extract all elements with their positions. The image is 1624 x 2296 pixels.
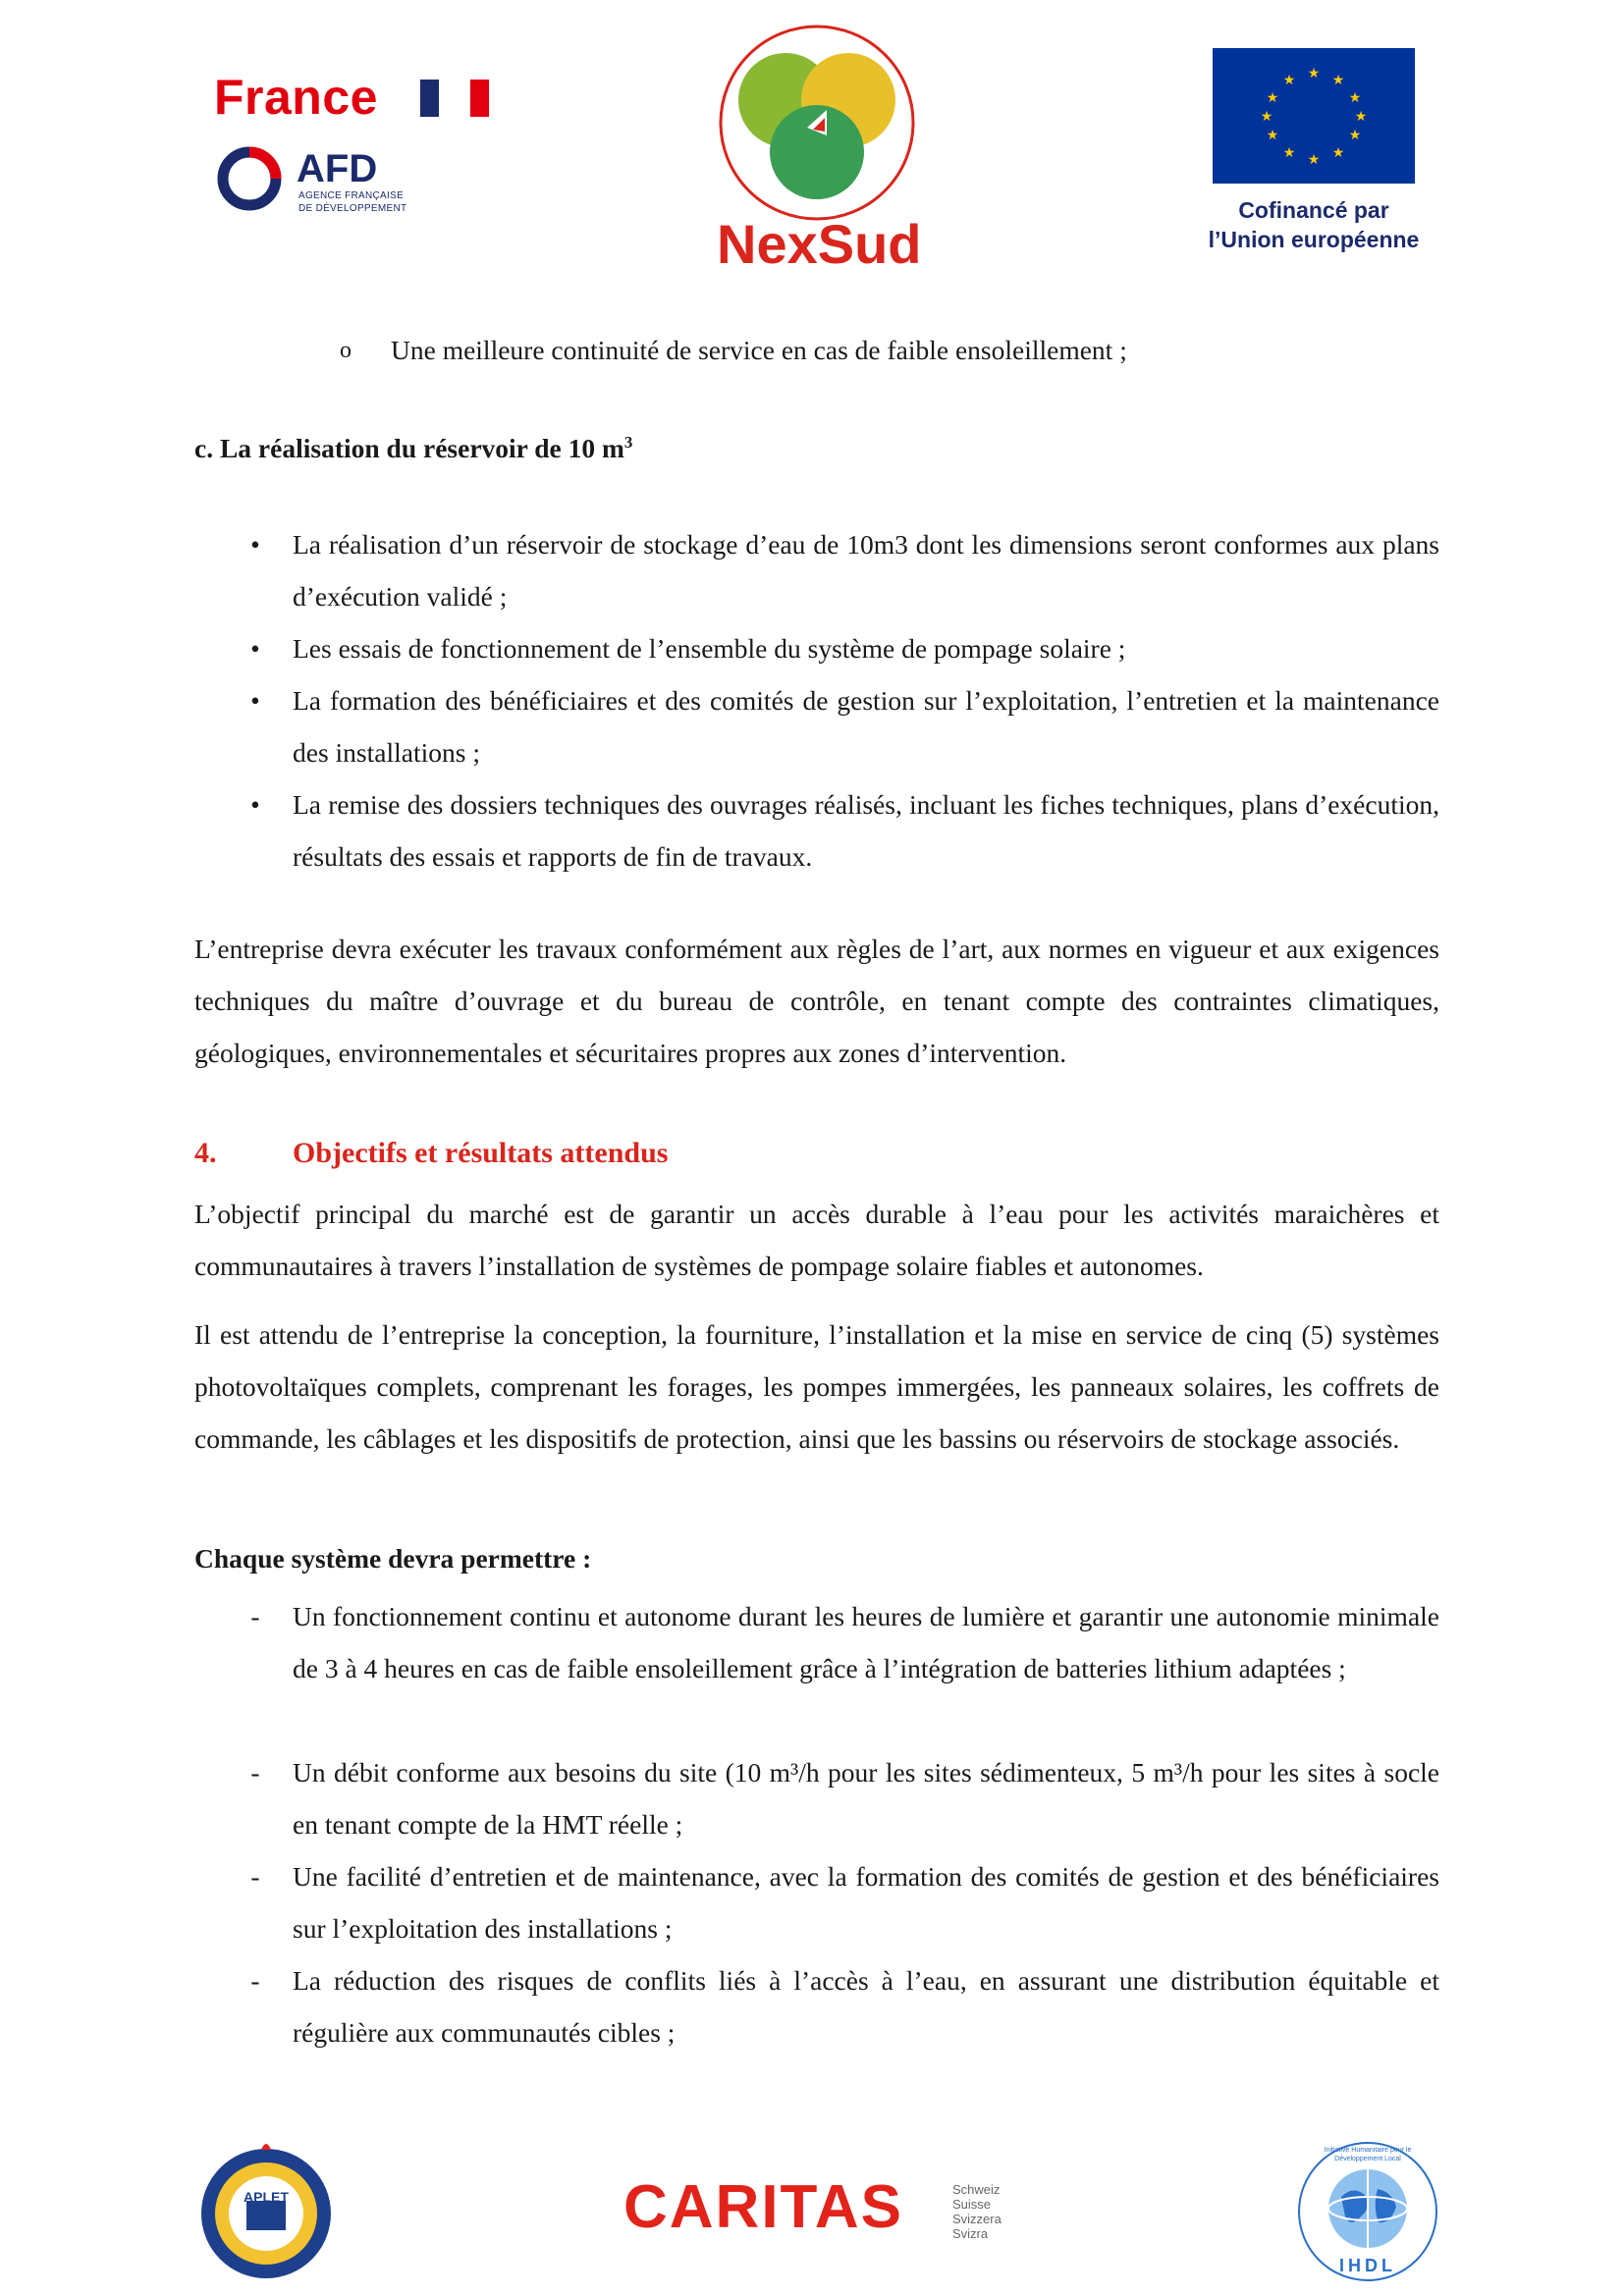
caritas-logo [623, 2172, 1016, 2261]
svg-text:★: ★ [1307, 66, 1321, 81]
ihdl-ring-text: Initiative Humanitaire pour le Développement Local [1324, 2147, 1412, 2163]
section-4-number: 4. [194, 1137, 217, 1169]
svg-text:★: ★ [1266, 128, 1279, 143]
paragraph-attendu: Il est attendu de l’entreprise la conception, la fourniture, l’installation et la mise en service de cinq (5) systèmes photovoltaïques complets, comprenant les forages, les pompes immergées, les panneaux solaires, les coffrets de commande, les câblages et les dispositifs de protection, ainsi que les bassins ou réservoirs de stockage associés. [194, 1319, 1439, 1454]
paragraph-objectif: L’objectif principal du marché est de garantir un accès durable à l’eau pour les activités maraichères et communautaires à travers l’installation de systèmes de pompage solaire fiables et autonomes. [194, 1199, 1439, 1281]
dash-marker: - [250, 1601, 260, 1631]
svg-text:★: ★ [1266, 90, 1279, 106]
paragraph-entreprise: L’entreprise devra exécuter les travaux conformément aux règles de l’art, aux normes en vigueur et aux exigences techniques du maître d’ouvrage et du bureau de contrôle, en tenant compte des contraintes climatiques, géologiques, environnementales et sécuritaires propres aux zones d’intervention. [194, 934, 1439, 1068]
section-c-letter: c [194, 433, 207, 463]
afd-subtitle-1: AGENCE FRANÇAISE [298, 190, 405, 201]
svg-text:★: ★ [1282, 73, 1296, 88]
dash-text: La réduction des risques de conflits liés à l’accès à l’eau, en assurant une distribution équitable et régulière aux communautés cibles ; [293, 1965, 1439, 2048]
svg-text:★: ★ [1354, 109, 1368, 125]
document-body [194, 0, 1439, 2296]
afd-label: AFD [297, 147, 378, 190]
eu-cofinance-line1: Cofinancé par [1238, 197, 1389, 223]
caritas-lang-4: Svizra [952, 2226, 989, 2241]
svg-text:★: ★ [1348, 90, 1362, 106]
svg-text:★: ★ [1331, 73, 1345, 88]
dash-text: Une facilité d’entretien et de maintenance, avec la formation des comités de gestion et des bénéficiaires sur l’exploitation des installations ; [293, 1861, 1439, 1944]
bullet-marker: • [250, 529, 260, 560]
list-item [194, 622, 1439, 674]
afd-subtitle-2: DE DÉVELOPPEMENT [298, 203, 407, 214]
list-item [194, 518, 1439, 622]
dash-text: Un débit conforme aux besoins du site (10 m³/h pour les sites sédimenteux, 5 m³/h pour les sites à socle en tenant compte de la HMT réelle ; [293, 1757, 1439, 1840]
bullet-list-c [194, 518, 1439, 881]
svg-text:★: ★ [1348, 128, 1362, 143]
section-4-heading [194, 1127, 1439, 1179]
dash-text: Un fonctionnement continu et autonome durant les heures de lumière et garantir une autonomie minimale de 3 à 4 heures en cas de faible ensoleillement grâce à l’intégration de batteries lithium adaptées ; [293, 1601, 1439, 1683]
section-c-title: . La réalisation du réservoir de 10 m [206, 433, 624, 463]
sub-bullet-marker: o [340, 338, 352, 363]
france-label: France [214, 70, 378, 125]
caritas-lang-3: Svizzera [952, 2212, 1001, 2226]
caritas-lang-1: Schweiz [952, 2182, 1001, 2197]
caritas-label: CARITAS [623, 2173, 903, 2241]
list-item [194, 1590, 1439, 1746]
list-item [194, 778, 1439, 882]
svg-text:★: ★ [1260, 109, 1273, 125]
sub-bullet-text: Une meilleure continuité de service en cas de faible ensoleillement ; [391, 335, 1127, 365]
dash-list [194, 1590, 1439, 2061]
svg-text:★: ★ [1282, 145, 1296, 161]
aplet-logo [192, 2140, 340, 2282]
list-item [194, 1954, 1439, 2058]
aplet-label: APLET [244, 2189, 289, 2205]
svg-text:★: ★ [1307, 152, 1321, 168]
dash-marker: - [250, 1757, 260, 1788]
ihdl-label: IHDL [1339, 2256, 1396, 2275]
bullet-marker: • [250, 633, 260, 664]
list-item [194, 674, 1439, 778]
section-c-superscript: 3 [623, 432, 633, 452]
section-c-heading [194, 422, 1439, 474]
bullet-marker: • [250, 789, 260, 820]
dash-marker: - [250, 1965, 260, 1996]
ihdl-logo [1294, 2138, 1441, 2285]
list-item [194, 1746, 1439, 1850]
bullet-text: La réalisation d’un réservoir de stockage d’eau de 10m3 dont les dimensions seront conformes aux plans d’exécution validé ; [293, 529, 1439, 612]
dash-marker: - [250, 1861, 260, 1892]
bullet-marker: • [250, 685, 260, 716]
bullet-text: Les essais de fonctionnement de l’ensemble du système de pompage solaire ; [293, 633, 1126, 664]
bullet-text: La remise des dossiers techniques des ouvrages réalisés, incluant les fiches techniques, plans d’exécution, résultats des essais et rapports de fin de travaux. [293, 789, 1439, 872]
svg-text:★: ★ [1331, 145, 1345, 161]
section-4-title: Objectifs et résultats attendus [293, 1137, 669, 1169]
bullet-text: La formation des bénéficiaires et des comités de gestion sur l’exploitation, l’entretien et la maintenance des installations ; [293, 685, 1439, 768]
eu-cofinance-line2: l’Union européenne [1208, 227, 1420, 252]
caritas-lang-2: Suisse [952, 2197, 992, 2212]
chaque-systeme-heading: Chaque système devra permettre : [194, 1543, 592, 1574]
nexsud-label: NexSud [717, 213, 922, 275]
list-item [194, 1850, 1439, 1954]
